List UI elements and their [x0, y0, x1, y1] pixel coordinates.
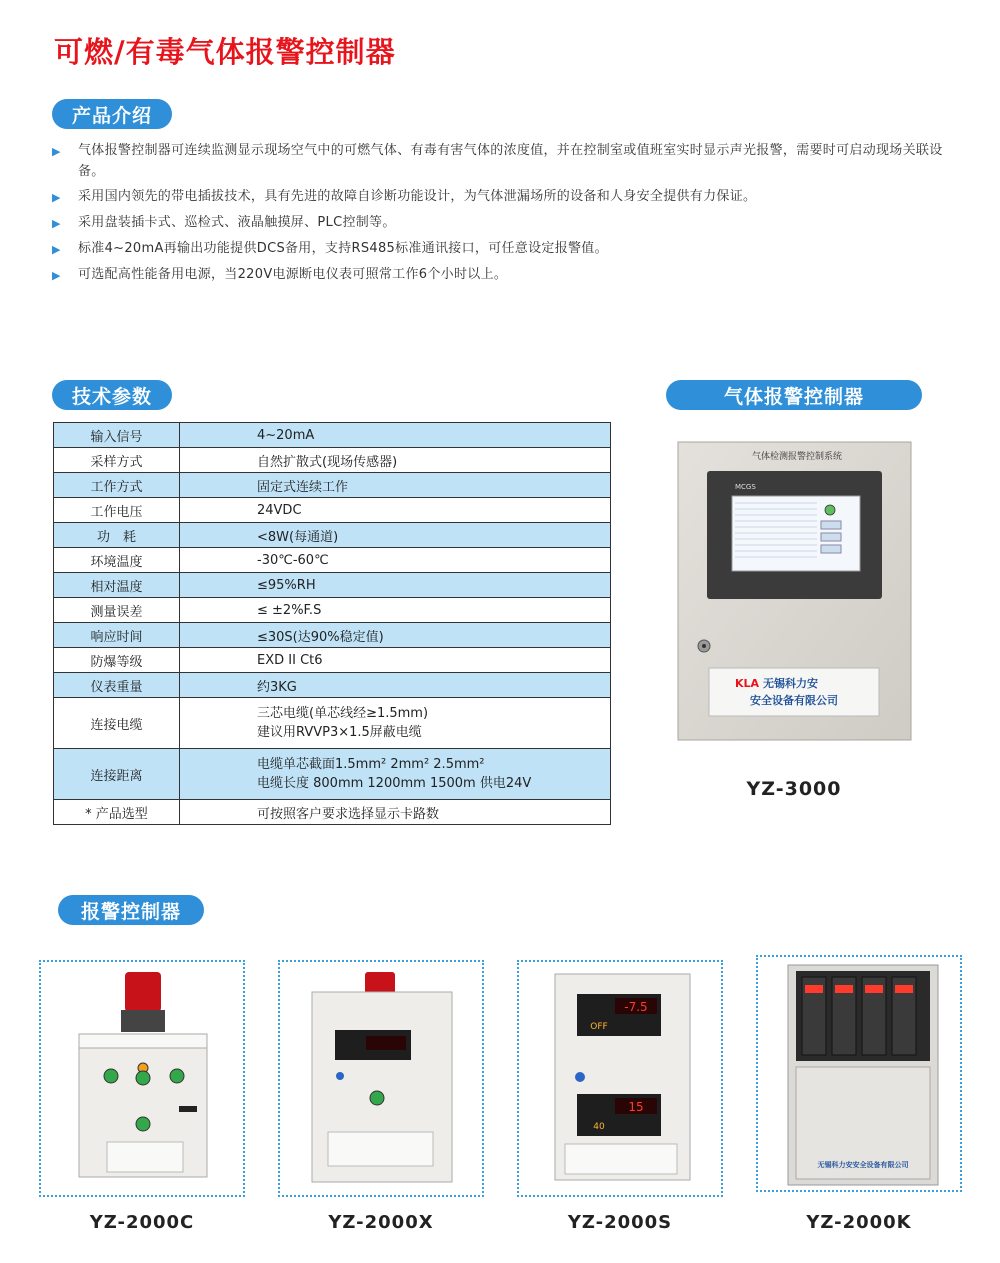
table-row: 连接电缆 三芯电缆(单芯线经≥1.5mm) 建议用RVVP3×1.5屏蔽电缆	[54, 698, 611, 749]
triangle-bullet-icon: ▶	[52, 243, 61, 256]
yz-3000-product-image	[677, 441, 912, 741]
yz-2000s-display-upper: -7.5	[624, 1000, 648, 1014]
yz-2000k-caption: YZ-2000K	[806, 1212, 912, 1233]
page-title: 可燃/有毒气体报警控制器	[54, 35, 396, 69]
table-row: 输入信号 4~20mA	[54, 423, 611, 448]
table-row: 功 耗 <8W(每通道)	[54, 523, 611, 548]
table-row: 工作方式 固定式连续工作	[54, 473, 611, 498]
section-intro-header: 产品介绍	[52, 99, 172, 129]
yz-2000k-frame	[756, 955, 962, 1192]
yz-2000c-frame	[39, 960, 245, 1197]
table-row: 采样方式 自然扩散式(现场传感器)	[54, 448, 611, 473]
company-line1: 无锡科力安	[763, 677, 818, 690]
yz-2000k-product-image	[758, 957, 960, 1190]
section-alarm-header: 报警控制器	[58, 895, 204, 925]
yz-2000s-display-lower: 15	[628, 1100, 644, 1114]
yz-2000x-product-image	[280, 962, 482, 1195]
table-row: 相对温度 ≤95%RH	[54, 573, 611, 598]
list-item: ▶ 标准4~20mA再输出功能提供DCS备用，支持RS485标准通讯接口，可任意设定报警值。	[52, 238, 967, 260]
yz-2000k-footer-label: 无锡科力安安全设备有限公司	[817, 1161, 909, 1169]
yz-2000s-product-image	[519, 962, 721, 1195]
yz-2000x-frame	[278, 960, 484, 1197]
yz-2000x-caption: YZ-2000X	[328, 1212, 434, 1233]
yz-2000s-frame	[517, 960, 723, 1197]
yz-2000c-product-image	[41, 962, 243, 1195]
table-row: 仪表重量 约3KG	[54, 673, 611, 698]
spec-table	[53, 422, 611, 825]
yz-2000s-display-upper-status: OFF	[590, 1022, 608, 1032]
table-row: 响应时间 ≤30S(达90%稳定值)	[54, 623, 611, 648]
yz-2000c-caption: YZ-2000C	[89, 1212, 195, 1233]
table-row: 环境温度 -30℃-60℃	[54, 548, 611, 573]
yz-2000s-caption: YZ-2000S	[567, 1212, 673, 1233]
list-item: ▶ 采用盘装插卡式、巡检式、液晶触摸屏、PLC控制等。	[52, 212, 967, 234]
table-row: 连接距离 电缆单芯截面1.5mm² 2mm² 2.5mm² 电缆长度 800mm 1200mm 1500m 供电24V	[54, 749, 611, 800]
brand-logo: KLA	[735, 677, 760, 690]
triangle-bullet-icon: ▶	[52, 145, 61, 158]
triangle-bullet-icon: ▶	[52, 269, 61, 282]
table-row: 工作电压 24VDC	[54, 498, 611, 523]
yz-2000s-display-lower-status: 40	[593, 1122, 605, 1132]
panel-title: 气体检测报警控制系统	[751, 452, 843, 462]
triangle-bullet-icon: ▶	[52, 217, 61, 230]
triangle-bullet-icon: ▶	[52, 191, 61, 204]
section-tech-header: 技术参数	[52, 380, 172, 410]
list-item: ▶ 采用国内领先的带电插拔技术，具有先进的故障自诊断功能设计，为气体泄漏场所的设备和人身安全提供有力保证。	[52, 186, 967, 208]
list-item: ▶ 可选配高性能备用电源，当220V电源断电仪表可照常工作6个小时以上。	[52, 264, 967, 286]
table-row: * 产品选型 可按照客户要求选择显示卡路数	[54, 800, 611, 825]
table-row: 防爆等级 EXD II Ct6	[54, 648, 611, 673]
section-controller-header: 气体报警控制器	[666, 380, 922, 410]
list-item: ▶ 气体报警控制器可连续监测显示现场空气中的可燃气体、有毒有害气体的浓度值，并在控制室或值班室实时显示声光报警，需要时可启动现场关联设备。	[52, 140, 967, 182]
table-row: 测量误差 ≤ ±2%F.S	[54, 598, 611, 623]
yz-3000-caption: YZ-3000	[746, 778, 842, 800]
intro-list	[52, 140, 967, 290]
company-line2: 安全设备有限公司	[750, 694, 838, 707]
screen-label: MCGS	[735, 483, 756, 491]
